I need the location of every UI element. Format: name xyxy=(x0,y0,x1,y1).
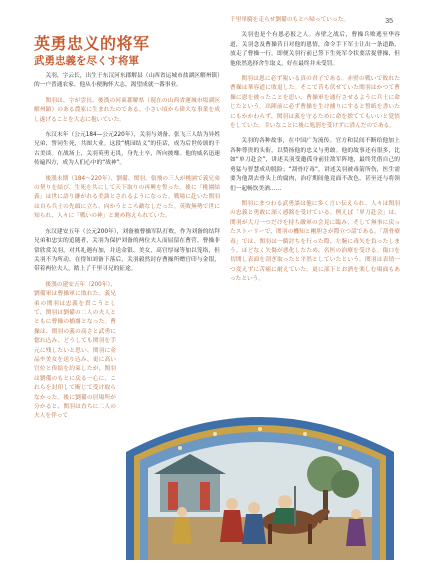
paragraph: 东汉末年（公元184—公元220年），关羽与刘备、张飞三人结为异姓兄弟，誓同生死，共图大业。这段“桃园结义”的佳话，成为后世传颂的千古美谈。在战场上，关羽英勇无畏，身先士卒，所向披靡。他的威名迅速传遍四方，成为人们心中的“战神”。 xyxy=(34,132,220,167)
right-column xyxy=(230,16,400,291)
paragraph: 东汉建安五年（公元200年），刘备被曹操军队打败。作为刘备的结拜兄弟和忠实的追随者，关羽为保护刘备的两位夫人而屈留在曹营。曹操非常欣赏关羽，对其礼遇有加，并送金银、美女，高官厚禄等加以笼络，但关羽不为所动。在得知刘备下落后，关羽毅然封存曹操所赠官印与金银，带着两位夫人，踏上了千里寻兄的征途。 xyxy=(34,228,220,273)
paragraph: 关羽的各种故事，在中国广为流传。官方和民间不断给他加上各种尊贵的头衔，以赞扬他的忠义与勇敢。他的故事还有很多，比如“单刀赴会”，讲述关羽受邀孤身前往敌军阵地，最终凭借自己的勇猛与智慧成功脱险；“刮骨疗毒”，讲述关羽被毒箭所伤，医生需要为他刮去骨头上的腐肉，治疗期间他竟面不改色，甚至还与将领们一起畅饮美酒…… xyxy=(230,138,400,192)
mural-image xyxy=(120,412,400,560)
paragraph: 後漢の建安五年（200年）、劉備軍は曹操軍に敗れた。義兄弟の関羽は忠義を貫こうとして、関羽は劉備の二人の夫人とともに曹操の捕虜となった。曹操は、関羽の義の高さと武勇に惚れ込み、どうしても関羽を手元に残したいと思い、関羽に金品や美女を送り込み、更に高い官位と俸給を約束したが、関羽は劉備のもとに戻る一心に、これらを封印して断じて受け取らなかった。後に劉備の居場所が分かると、関羽は直ちに二人の夫人を伴って xyxy=(34,281,116,420)
paragraph: 关羽也是个有恩必报之人。赤壁之战后，曹操兵败逃至华容道，关羽念及曹操昔日对他的恩情，命令手下军士让出一条道路，放走了曹操一行。即便关羽行前已签下生死军令状要活捉曹操，但他依然选择舍生取义，好在最终并未受罚。 xyxy=(230,32,400,67)
paragraph: 関羽は、字が雲長、後漢の河東郡解県（現在の山西省運城市塩湖区解州鎮）のある農家に生まれたのである。小さい頃から偉大な事業を成し遂げることを大志に抱いていた。 xyxy=(34,97,220,123)
paragraph: 千里単騎を走らせ劉備のもとへ帰っていった。 xyxy=(230,17,350,23)
left-column xyxy=(34,34,220,428)
mural-illustration xyxy=(120,412,400,560)
article-title: 英勇忠义的将军 xyxy=(34,34,150,53)
paragraph: 後漢末期（184〜220年）、劉備、関羽、張飛の三人が桃園で義兄弟の契りを結び、生死を共にして天下取りの再興を誓った。後に「桃園結義」は世に語り継がれる美談とされるようになった。戦場に赴いた関羽は自ら兵士の先頭に立ち、向かうところ敵なしだった。英敗無勢で世に知られ、人々に「戦いの神」と褒め称えられていた。 xyxy=(34,175,220,220)
page-number: 35 xyxy=(385,18,393,25)
article-subtitle: 武勇忠義を尽くす将軍 xyxy=(34,55,139,67)
paragraph: 関羽は恩に必ず報いる真の君子である。赤壁の戦いで敗れた曹操は華容道に敗退した。そこで昔も伏せていた関羽はかつて曹操に恩を被ったことを思い、曹操軍を通行させるように兵士に命じたという。出陣前に必ず曹操を生け捕りにすると誓紙を書いたにもかかわらず、関羽は義を守るために命を捨ててもいいと覚悟をしていた。幸いなことに後に処罰を受けずに済んだのである。 xyxy=(230,76,400,130)
paragraph: 関羽にまつわる武勇談は他に多く言い伝えられ、人々は関羽の忠義と勇敢に深く感銘を受けている。例えば「単刀赴会」は、関羽が大刀一つだけを持ち敵軍の会見に臨み、そして無事に戻ったストーリーで、関羽の機知と剛胆さが際立つ話である。「刮骨療毒」では、関羽は一騎討ちを行った際、左腕に毒矢を負ったしまう。ほどなく矢傷が悪化したため、名医の治療を受ける。傷口を切開し表面を刮ぎ取ったと平然としていたという。関羽は表情一つ変えずに苦痛に耐えていた。更に部下とお酒を楽しむ場面もあったという。 xyxy=(230,200,400,283)
paragraph: 关羽，字云长，出生于东汉河东郡解县（山西省运城市盐湖区解州镇）的一户普通农家。他从小便胸怀大志，渴望成就一番事业。 xyxy=(34,73,220,89)
